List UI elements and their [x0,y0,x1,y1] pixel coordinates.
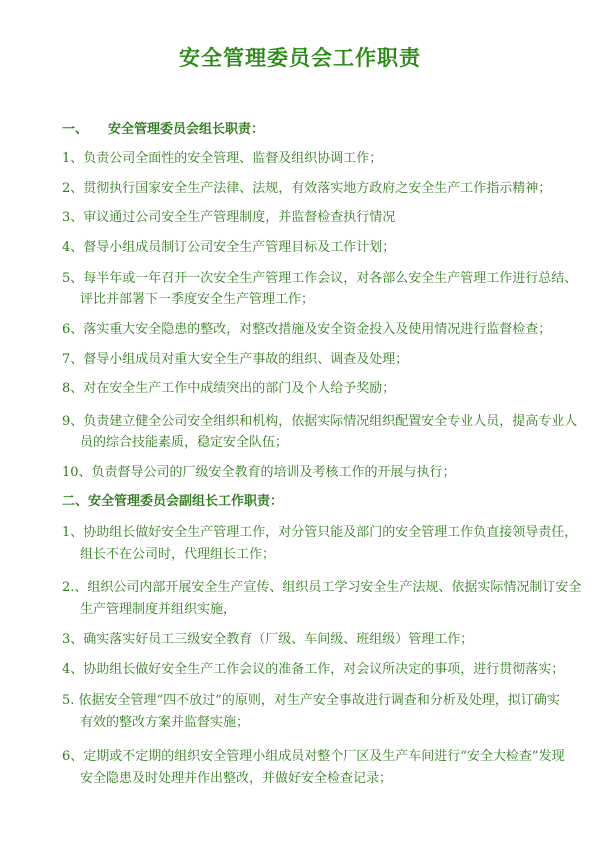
section-1-item-9-cont: 员的综合技能素质，稳定安全队伍； [80,435,289,450]
section-1-item-4: 4、督导小组成员制订公司安全生产管理目标及工作计划； [62,240,396,255]
section-2-item-3: 3、确实落实好员工三级安全教育（厂级、车间级、班组级）管理工作； [62,632,474,647]
section-2-heading: 二、安全管理委员会副组长工作职责： [62,494,284,509]
section-2-item-2-cont: 生产管理制度并组织实施， [80,602,237,617]
section-1-item-1: 1、负责公司全面性的安全管理、监督及组织协调工作； [62,151,383,166]
section-1-item-2: 2、贯彻执行国家安全生产法律、法规，有效落实地方政府之安全生产工作指示精神； [62,181,552,196]
document-title: 安全管理委员会工作职责 [179,46,421,70]
section-1-number: 一、 [62,122,89,137]
section-1-item-8: 8、对在安全生产工作中成绩突出的部门及个人给予奖励； [62,381,396,396]
section-2-item-4: 4、协助组长做好安全生产工作会议的准备工作，对会议所决定的事项，进行贯彻落实； [62,662,565,677]
section-1-title: 安全管理委员会组长职责： [108,122,265,137]
section-2-item-1-cont: 组长不在公司时，代理组长工作； [80,547,276,562]
section-2-item-1: 1、协助组长做好安全生产管理工作，对分管只能及部门的安全管理工作负直接领导责任， [62,525,578,540]
section-2-item-6: 6、定期或不定期的组织安全管理小组成员对整个厂区及生产车间进行“安全大检查”发现 [62,749,565,764]
section-1-heading [62,118,264,142]
section-1-item-7: 7、督导小组成员对重大安全生产事故的组织、调查及处理； [62,352,409,367]
section-1-item-5-cont: 评比并部署下一季度安全生产管理工作； [80,292,315,307]
section-1-item-5: 5、每半年或一年召开一次安全生产管理工作会议，对各部么安全生产管理工作进行总结、 [62,271,578,286]
section-2-item-2: 2.、组织公司内部开展安全生产宣传、组织员工学习安全生产法规、依据实际情况制订安全 [62,580,582,595]
section-2-item-6-cont: 安全隐患及时处理并作出整改，并做好安全检查记录； [80,771,393,786]
section-2-item-5: 5. 依据安全管理“四不放过”的原则，对生产安全事故进行调查和分析及处理，拟订确实 [62,693,560,708]
section-1-item-6: 6、落实重大安全隐患的整改，对整改措施及安全资金投入及使用情况进行监督检查； [62,322,552,337]
section-1-item-3: 3、审议通过公司安全生产管理制度，并监督检查执行情况 [62,210,396,225]
section-1-item-10: 10、负责督导公司的厂级安全教育的培训及考核工作的开展与执行； [62,465,456,480]
section-1-item-9: 9、负责建立健全公司安全组织和机构，依据实际情况组织配置安全专业人员，提高专业人 [62,414,578,429]
section-2-item-5-cont: 有效的整改方案并监督实施； [80,715,250,730]
